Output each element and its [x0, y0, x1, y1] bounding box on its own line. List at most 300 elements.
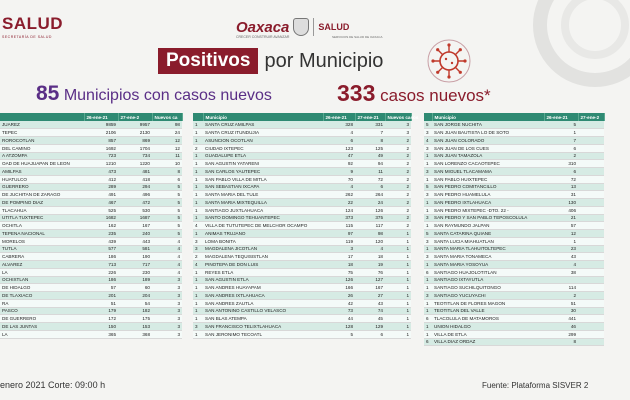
table-cell: 2106	[84, 129, 118, 137]
table-cell	[578, 121, 604, 129]
table-cell: 418	[118, 175, 152, 183]
table-cell: SANTA LUCIA MIAHUATLAN	[432, 237, 544, 245]
table-cell	[578, 330, 604, 338]
table-row	[0, 152, 182, 160]
table-row	[193, 168, 411, 176]
table-cell: SAN AGUSTIN ETLA	[203, 276, 323, 284]
table-row	[193, 137, 411, 145]
table-row	[0, 323, 182, 331]
table-cell: 1	[193, 214, 203, 222]
table-cell: REYES ETLA	[203, 268, 323, 276]
table-cell: SAN ANTONINO CASTILLO VELASCO	[203, 307, 323, 315]
table-cell: MAGDALENA JICOTLAN	[203, 245, 323, 253]
table-cell: 3	[152, 292, 182, 300]
table-cell: 1	[385, 307, 411, 315]
table-cell: 3	[424, 168, 432, 176]
table-cell: SAN JUAN DE LOS CUES	[432, 144, 544, 152]
table-cell: 162	[84, 222, 118, 230]
table-row	[424, 253, 604, 261]
table-row	[0, 183, 182, 191]
table-row	[0, 276, 182, 284]
table-row	[0, 121, 182, 129]
table-cell: PASCO	[0, 307, 84, 315]
table-cell: 54	[118, 299, 152, 307]
table-cell: 18	[355, 253, 385, 261]
table-cell: ASUNCION OCOTLAN	[203, 137, 323, 145]
table-cell: 1	[193, 160, 203, 168]
table-cell: 734	[118, 152, 152, 160]
table-cell: 3	[424, 237, 432, 245]
table-cell	[578, 338, 604, 346]
table-cell: 182	[118, 307, 152, 315]
table-cell: 5	[323, 330, 355, 338]
table-row	[424, 144, 604, 152]
table-row	[193, 230, 411, 238]
table-cell: 124	[323, 206, 355, 214]
table-cell: SAN PABLO HUIXTEPEC	[432, 175, 544, 183]
table-cell: 27	[355, 292, 385, 300]
table-header-row	[0, 113, 182, 121]
table-cell: SAN PEDRO IXTLAHUACA	[432, 199, 544, 207]
table-cell: 6	[544, 144, 578, 152]
table-cell: ROROCOTLAN	[0, 137, 84, 145]
table-cell: 1	[385, 230, 411, 238]
table-cell: 6	[323, 137, 355, 145]
table-cell: 5	[152, 206, 182, 214]
table-cell: 439	[84, 237, 118, 245]
table-cell: 2	[544, 152, 578, 160]
table-cell: 94	[355, 160, 385, 168]
table-row	[0, 261, 182, 269]
table-cell	[578, 222, 604, 230]
table-cell: 204	[118, 292, 152, 300]
table-cell: 6	[424, 268, 432, 276]
table-cell: 1	[424, 199, 432, 207]
table-cell: 128	[323, 323, 355, 331]
table-row	[424, 160, 604, 168]
table-cell: 186	[84, 276, 118, 284]
table-cell: 3	[193, 245, 203, 253]
table-cell	[578, 183, 604, 191]
table-cell: SAN PABLO VILLA DE MITLA	[203, 175, 323, 183]
table-cell: 1	[424, 222, 432, 230]
table-cell: HUATULCO	[0, 175, 84, 183]
table-cell: SANTIAGO JUXTLAHUACA	[203, 206, 323, 214]
table-row	[0, 330, 182, 338]
table-cell: 11	[152, 152, 182, 160]
table-cell: 1	[193, 292, 203, 300]
table-cell: 125	[355, 144, 385, 152]
table-row	[193, 160, 411, 168]
table-cell: 22	[323, 199, 355, 207]
table-row	[424, 299, 604, 307]
table-cell: DE GUERRERO	[0, 315, 84, 323]
table-cell: 167	[355, 284, 385, 292]
table-cell: 127	[355, 276, 385, 284]
table-cell: SAN PEDRO HUAMELULA	[432, 191, 544, 199]
table-cell: DEL CAMINO	[0, 144, 84, 152]
table-cell: 12	[152, 137, 182, 145]
table-cell: 45	[355, 315, 385, 323]
table-cell: 5	[152, 222, 182, 230]
table-cell: 262	[323, 191, 355, 199]
table-cell: 49	[355, 152, 385, 160]
column-header: 26-ene-21	[84, 113, 118, 121]
table-cell: 73	[323, 307, 355, 315]
table-row	[424, 268, 604, 276]
table-cell: OCHIXTLAN	[0, 276, 84, 284]
table-row	[193, 261, 411, 269]
virus-icon	[424, 36, 474, 86]
table-cell: 3	[385, 129, 411, 137]
table-cell: 1	[424, 261, 432, 269]
table-cell: 3	[424, 214, 432, 222]
table-cell: 1	[193, 276, 203, 284]
table-row	[193, 214, 411, 222]
table-cell: DE LAS JUNTAS	[0, 323, 84, 331]
table-cell: SANTA MARIA DEL TULE	[203, 191, 323, 199]
table-cell: 9859	[84, 121, 118, 129]
table-cell: 24	[152, 129, 182, 137]
table-cell: 869	[118, 137, 152, 145]
table-cell: 230	[118, 268, 152, 276]
table-row	[0, 230, 182, 238]
table-row	[193, 144, 411, 152]
table-cell: DE TLAXIACO	[0, 292, 84, 300]
table-cell: 723	[84, 152, 118, 160]
table-cell: 2	[385, 152, 411, 160]
table-cell: 2	[385, 160, 411, 168]
table-cell: 1	[424, 160, 432, 168]
table-row	[424, 284, 604, 292]
table-cell: 1	[193, 199, 203, 207]
table-cell: 1	[424, 307, 432, 315]
table-row	[193, 129, 411, 137]
table-cell	[578, 292, 604, 300]
table-cell: 115	[323, 222, 355, 230]
table-cell	[578, 268, 604, 276]
column-header	[424, 113, 432, 121]
table-cell: SAN JUAN COLORADO	[432, 137, 544, 145]
column-header: Municipio	[432, 113, 544, 121]
table-row	[0, 144, 182, 152]
table-cell: 717	[118, 261, 152, 269]
table-row	[0, 253, 182, 261]
table-cell: A ATZOMPA	[0, 152, 84, 160]
table-row	[424, 261, 604, 269]
table-row	[193, 253, 411, 261]
table-cell: 179	[84, 307, 118, 315]
table-cell: 18	[323, 261, 355, 269]
table-header-row	[193, 113, 411, 121]
table-cell: SAN MIGUEL TLACAMAMA	[432, 168, 544, 176]
table-cell: 76	[355, 268, 385, 276]
table-cell: SAN ANDRES IXTLAHUACA	[203, 292, 323, 300]
table-cell: 1	[424, 299, 432, 307]
table-cell: 1	[385, 268, 411, 276]
municipios-count: 85	[36, 82, 60, 105]
table-cell: 13	[544, 183, 578, 191]
table-cell: 6	[424, 338, 432, 346]
table-cell: 2	[385, 222, 411, 230]
table-cell: 5	[152, 199, 182, 207]
table-cell: 1682	[84, 214, 118, 222]
table-cell: SAN PEDRO MIXTEPEC -DTO. 22 -	[432, 206, 544, 214]
municipios-summary	[36, 82, 272, 106]
table-row	[0, 268, 182, 276]
table-header-row	[424, 113, 604, 121]
table-cell	[578, 191, 604, 199]
table-cell: 5	[152, 230, 182, 238]
column-header	[193, 113, 203, 121]
table-cell: 2	[385, 168, 411, 176]
table-cell: AMILPAS	[0, 168, 84, 176]
table-row	[193, 245, 411, 253]
table-cell: 1210	[84, 160, 118, 168]
table-row	[193, 307, 411, 315]
casos-count: 333	[337, 80, 376, 106]
table-cell: 3	[152, 330, 182, 338]
table-cell: 1	[424, 152, 432, 160]
table-cell: SANTA MARIA TONAMECA	[432, 253, 544, 261]
table-cell: SANTA MARIA MIXTEQUILLA	[203, 199, 323, 207]
title-rest: por Municipio	[264, 49, 384, 72]
table-cell: 153	[118, 323, 152, 331]
table-cell	[578, 137, 604, 145]
table-cell: MORELOS	[0, 237, 84, 245]
table-cell: 12	[544, 230, 578, 238]
table-cell: 1	[385, 299, 411, 307]
table-cell: 3	[152, 323, 182, 331]
table-cell: 481	[118, 168, 152, 176]
table-cell: 57	[544, 222, 578, 230]
table-cell: 240	[118, 230, 152, 238]
table-row	[193, 284, 411, 292]
table-cell: 38	[544, 268, 578, 276]
column-header: 26-ene-21	[323, 113, 355, 121]
table-cell	[578, 129, 604, 137]
table-cell: 43	[355, 299, 385, 307]
table-cell: 17	[323, 253, 355, 261]
table-cell: GUERRERO	[0, 183, 84, 191]
table-cell: 5	[424, 230, 432, 238]
table-cell: 172	[84, 315, 118, 323]
page-title	[158, 48, 383, 74]
table-row	[424, 129, 604, 137]
table-cell: 57	[84, 284, 118, 292]
table-cell	[578, 214, 604, 222]
table-cell: SANTIAGO SUCHILQUITONGO	[432, 284, 544, 292]
table-cell: 75	[323, 268, 355, 276]
table-row	[193, 315, 411, 323]
casos-summary	[337, 80, 491, 107]
table-cell: 4	[323, 129, 355, 137]
table-cell: 5	[152, 183, 182, 191]
table-cell: SANTIAGO HUAJOLOTITLAN	[432, 268, 544, 276]
table-cell: 24	[355, 199, 385, 207]
table-cell: 6	[355, 330, 385, 338]
table-cell: 3	[152, 276, 182, 284]
table-cell: DE HIDALGO	[0, 284, 84, 292]
table-row	[0, 245, 182, 253]
column-header: 27-ene-2	[118, 113, 152, 121]
table-cell: 577	[84, 245, 118, 253]
table-cell: 1	[544, 237, 578, 245]
table-municipios-1	[0, 113, 183, 339]
table-cell: LA	[0, 330, 84, 338]
table-cell: 1	[193, 191, 203, 199]
table-cell: 114	[544, 284, 578, 292]
table-cell: 375	[355, 214, 385, 222]
table-cell	[578, 206, 604, 214]
table-cell: 441	[544, 315, 578, 323]
table-cell: 47	[323, 152, 355, 160]
table-cell: 5	[424, 121, 432, 129]
table-cell: 235	[84, 230, 118, 238]
table-cell: 51	[544, 299, 578, 307]
table-row	[0, 222, 182, 230]
table-cell: SANTA CRUZ ITUNDUJIA	[203, 129, 323, 137]
table-cell: 1692	[84, 144, 118, 152]
table-cell: 1	[424, 245, 432, 253]
table-cell: SAN JUAN BAUTISTA LO DE SOTO	[432, 129, 544, 137]
table-cell: 2	[385, 191, 411, 199]
table-cell: 123	[323, 144, 355, 152]
table-row	[424, 323, 604, 331]
table-cell: 3	[424, 292, 432, 300]
table-cell: SAN FRANCISCO TELIXTLAHUACA	[203, 323, 323, 331]
table-cell: SAN ANDRES ZAUTLA	[203, 299, 323, 307]
table-cell: 1	[424, 175, 432, 183]
table-cell: SANTA MARIA TLAHUITOLTEPEC	[432, 245, 544, 253]
table-cell	[578, 168, 604, 176]
table-cell: UTITLA TUXTEPEC	[0, 214, 84, 222]
table-cell: 1	[385, 261, 411, 269]
table-cell: 1	[385, 245, 411, 253]
table-cell: TLACOLULA DE MATAMOROS	[432, 315, 544, 323]
table-cell: 167	[118, 222, 152, 230]
table-cell: 2130	[118, 129, 152, 137]
table-row	[0, 160, 182, 168]
table-cell: 26	[323, 292, 355, 300]
table-cell: 98	[152, 121, 182, 129]
table-cell: SAN RAYMUNDO JALPAN	[432, 222, 544, 230]
table-cell: 1	[193, 168, 203, 176]
table-cell: 1220	[118, 160, 152, 168]
table-cell: 473	[84, 168, 118, 176]
table-cell: 6	[544, 168, 578, 176]
table-cell: SAN JUAN TAMAZOLA	[432, 152, 544, 160]
table-cell: 525	[84, 206, 118, 214]
table-row	[193, 237, 411, 245]
table-cell: VILLA DE TUTUTEPEC DE MELCHOR OCAMPO	[203, 222, 323, 230]
table-cell: 72	[544, 175, 578, 183]
table-cell: 857	[84, 137, 118, 145]
table-cell: 186	[84, 253, 118, 261]
table-municipios-2	[193, 113, 419, 339]
table-cell: 1704	[118, 144, 152, 152]
table-cell: SANTA MARIA YOSOYUA	[432, 261, 544, 269]
table-cell: 264	[355, 191, 385, 199]
table-cell: 175	[118, 315, 152, 323]
table-cell: 9957	[118, 121, 152, 129]
table-row	[0, 284, 182, 292]
table-cell: JUAREZ	[0, 121, 84, 129]
table-row	[0, 168, 182, 176]
table-row	[424, 230, 604, 238]
table-cell: 226	[84, 268, 118, 276]
table-row	[424, 183, 604, 191]
table-cell: 1	[385, 292, 411, 300]
table-cell: 7	[544, 137, 578, 145]
table-cell: 1	[424, 330, 432, 338]
table-cell: 2	[385, 137, 411, 145]
table-cell: 1	[193, 206, 203, 214]
table-cell: 98	[355, 230, 385, 238]
table-row	[0, 214, 182, 222]
table-row	[424, 338, 604, 346]
table-cell: 3	[152, 307, 182, 315]
table-cell: SAN SEBASTIAN IXCAPA	[203, 183, 323, 191]
table-cell: 1	[193, 183, 203, 191]
table-cell: 5	[424, 183, 432, 191]
state-seal-icon	[293, 18, 309, 36]
table-cell: 4	[152, 245, 182, 253]
table-cell: 201	[84, 292, 118, 300]
table-cell: 3	[193, 237, 203, 245]
table-cell	[578, 276, 604, 284]
table-row	[0, 307, 182, 315]
table-cell: SAN LORENZO CACAOTEPEC	[432, 160, 544, 168]
table-cell: 328	[323, 121, 355, 129]
table-cell: 2	[193, 253, 203, 261]
logo-divider	[313, 18, 314, 36]
salud-center-subtitle: SERVICIOS DE SALUD DE OAXACA	[332, 35, 383, 39]
title-highlight: Positivos	[158, 48, 258, 74]
footer-cutoff: enero 2021 Corte: 09:00 h	[0, 380, 106, 390]
table-cell: 11	[355, 168, 385, 176]
table-cell: 1	[544, 129, 578, 137]
table-cell: DE JUCHITAN DE ZARAGO	[0, 191, 84, 199]
table-cell: 3	[424, 191, 432, 199]
table-cell: 6	[355, 183, 385, 191]
table-cell: 2	[544, 292, 578, 300]
table-cell: 1	[193, 121, 203, 129]
table-cell: TEOTITLAN DEL VALLE	[432, 307, 544, 315]
table-cell: 126	[323, 276, 355, 284]
table-cell: 491	[84, 191, 118, 199]
table-cell: 9	[323, 168, 355, 176]
table-cell: TLACAHUA	[0, 206, 84, 214]
table-cell: CIUDAD IXTEPEC	[203, 144, 323, 152]
table-row	[193, 222, 411, 230]
table-row	[0, 237, 182, 245]
municipios-label: Municipios con casos nuevos	[63, 87, 272, 104]
table-cell: 2	[385, 175, 411, 183]
table-cell: 1	[193, 299, 203, 307]
table-cell: 130	[544, 199, 578, 207]
table-cell: 467	[84, 199, 118, 207]
table-cell: 23	[544, 245, 578, 253]
table-cell: 166	[323, 284, 355, 292]
decorative-corner-graphic	[500, 0, 630, 130]
oaxaca-logo-text: Oaxaca	[236, 18, 290, 36]
table-cell: 2	[385, 144, 411, 152]
table-cell: 1	[385, 284, 411, 292]
table-cell: 1	[385, 323, 411, 331]
table-cell: 5	[544, 121, 578, 129]
table-cell: SAN ANDRES HUAYAPAM	[203, 284, 323, 292]
